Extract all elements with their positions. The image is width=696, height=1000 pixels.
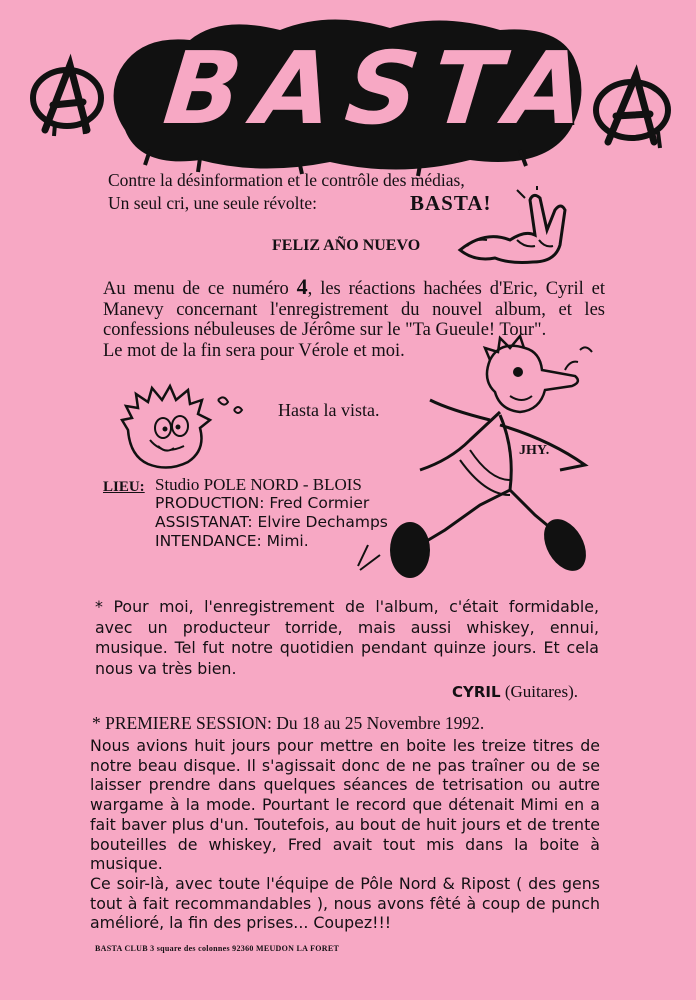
summary-text-start: Au menu de ce numéro [103, 279, 297, 299]
greeting: FELIZ AÑO NUEVO [272, 237, 421, 254]
anarchy-a-icon [25, 60, 105, 140]
session-closing: Ce soir-là, avec toute l'équipe de Pôle Nord & Ripost ( des gens tout à fait recommandables ), nous avons fêté à coup de punch amélioré, la fin des prises... Coupez!!! [90, 873, 600, 933]
summary-text-end: , les réactions hachées d'Eric, Cyril et Manevy concernant l'enregistrement du nouvel album, et les confessions nébuleuses de Jérôme sur le "Ta Gueule! Tour". [103, 279, 605, 340]
footer-address: BASTA CLUB 3 square des colonnes 92360 MEUDON LA FORET [95, 944, 340, 953]
issue-number: 4 [296, 274, 308, 299]
anarchy-a-icon [590, 70, 675, 150]
summary-closing: Le mot de la fin sera pour Vérole et moi. [103, 340, 405, 361]
running-man-cartoon-icon [350, 330, 610, 585]
quote-author-role: (Guitares). [504, 682, 578, 701]
signature: JHY. [519, 443, 550, 458]
quote-attribution [452, 682, 578, 702]
session-body-text: Nous avions huit jours pour mettre en boite les treize titres de notre beau disque. Il s'agissait donc de ne pas traîner ou de se laisser prendre dans quelques séances de tetrisation ou autre wargame à la mode. Pourtant le record que détenait Mimi en a fait baver plus d'un. Toutefois, au bout de huit jours et de trente bouteilles de whiskey, Fred avait tout mis dans la boite à musique. [90, 736, 600, 874]
basta-shout: BASTA! [410, 191, 492, 215]
credits-block [155, 475, 388, 551]
credit-production: PRODUCTION: Fred Cormier [155, 494, 370, 512]
intro-line-2: Un seul cri, une seule révolte: [108, 193, 317, 213]
cyril-quote: * Pour moi, l'enregistrement de l'album, c'était formidable, avec un producteur torride, mais aussi whiskey, ennui, musique. Tel fut notre quotidien pendant quinze jours. Et cela nous va très bien. [95, 597, 599, 678]
credit-assistanat: ASSISTANAT: Elvire Dechamps [155, 513, 388, 531]
lieu-label: LIEU: [103, 479, 145, 495]
session-body [90, 736, 600, 933]
cartoon-face-icon [118, 380, 258, 475]
lieu-value: Studio POLE NORD - BLOIS [155, 475, 362, 494]
rock-horns-hand-icon [455, 190, 575, 270]
masthead-title: BASTA [158, 30, 605, 147]
farewell: Hasta la vista. [278, 400, 380, 420]
credit-intendance: INTENDANCE: Mimi. [155, 532, 309, 550]
intro-line-1: Contre la désinformation et le contrôle des médias, [108, 170, 465, 190]
session-heading: * PREMIERE SESSION: Du 18 au 25 Novembre 1992. [92, 713, 485, 733]
masthead [0, 0, 696, 175]
quote-author: CYRIL [452, 683, 501, 701]
